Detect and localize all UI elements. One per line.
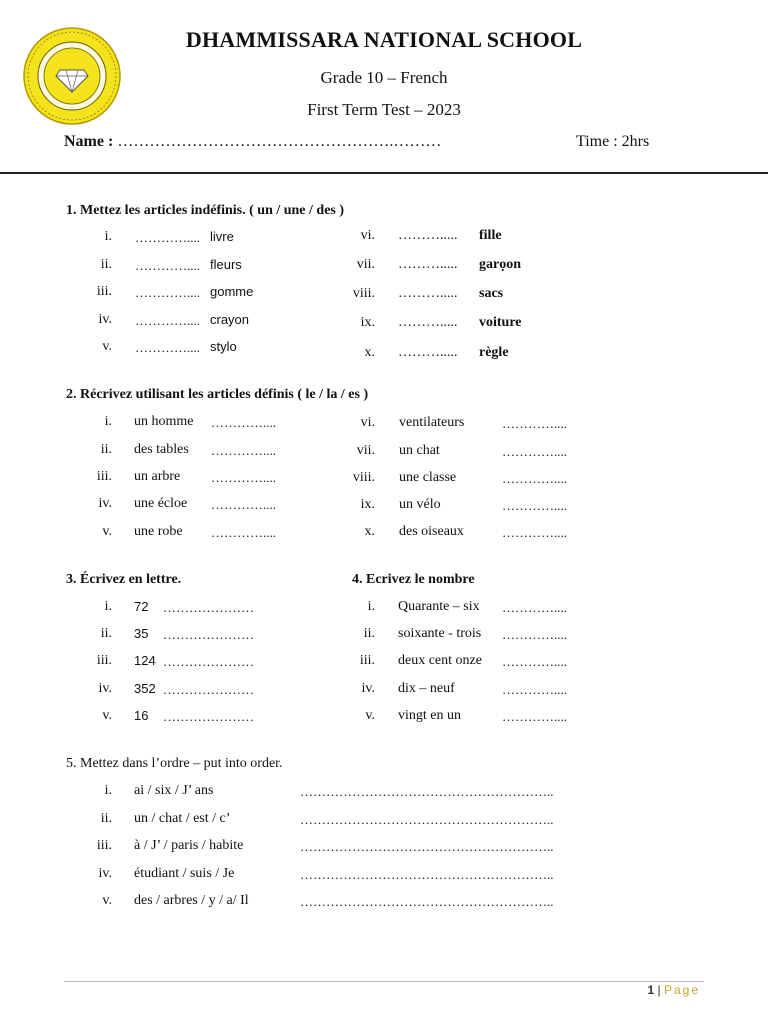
q1-item-number: vi. — [360, 228, 375, 243]
q2-item-number: v. — [102, 524, 112, 539]
q2-word: des oiseaux — [399, 524, 464, 539]
q1-item-number: ii. — [100, 257, 112, 272]
q2-word: une robe — [134, 524, 183, 539]
q1-item-number: ix. — [360, 315, 375, 330]
q1-word: sacs — [479, 286, 504, 301]
q5-words: un / chat / est / c’ — [134, 811, 231, 826]
q5-item-number: ii. — [100, 811, 112, 826]
q3-answer-blank[interactable]: ………………… — [163, 600, 254, 615]
q1-word: crayon — [210, 312, 250, 327]
name-row — [64, 133, 441, 151]
q4-heading: 4. Ecrivez le nombre — [352, 572, 475, 587]
q5-heading-a: 5. Mettez dans l’ordre — [66, 756, 190, 771]
q3-item-number: ii. — [100, 626, 112, 641]
q2-word: un vélo — [399, 497, 441, 512]
q2-answer-blank[interactable]: ………….... — [502, 416, 567, 431]
q2-item-number: i. — [104, 414, 112, 429]
q2-answer-blank[interactable]: ………….... — [502, 525, 567, 540]
q1-word: garọon — [479, 257, 521, 272]
q5-heading-b: – put into order. — [189, 756, 283, 771]
q1-word: règle — [479, 345, 509, 360]
q4-item-number: ii. — [363, 626, 375, 641]
q1-answer-blank[interactable]: ………..... — [398, 286, 458, 301]
q2-item-number: vi. — [360, 415, 375, 430]
q1-item-number: i. — [104, 229, 112, 244]
test-name: First Term Test – 2023 — [307, 100, 461, 119]
q2-item-number: vii. — [356, 443, 375, 458]
q1-item-number: x. — [364, 345, 375, 360]
q2-item-number: ix. — [360, 497, 375, 512]
q4-word: soixante - trois — [398, 626, 482, 641]
q2-answer-blank[interactable]: ………….... — [211, 443, 276, 458]
q1-item-number: iv. — [98, 312, 112, 327]
q4-item-number: v. — [365, 708, 375, 723]
q5-words: des / arbres / y / a/ Il — [134, 893, 249, 908]
q2-word: un arbre — [134, 469, 181, 484]
q1-word: stylo — [210, 339, 237, 354]
q3-answer-blank[interactable]: ………………… — [163, 654, 254, 669]
q3-number-value: 35 — [134, 626, 149, 641]
q4-item-number: iii. — [359, 653, 375, 668]
q3-number-value: 72 — [134, 599, 149, 614]
q5-item-number: v. — [102, 893, 112, 908]
q3-heading: 3. Écrivez en lettre. — [66, 572, 182, 587]
q2-item-number: iv. — [98, 496, 112, 511]
q2-item-number: x. — [364, 524, 375, 539]
q4-word: vingt en un — [398, 708, 461, 723]
q2-item-number: viii. — [352, 470, 375, 485]
time-label: Time : 2hrs — [576, 133, 650, 150]
header-divider — [0, 172, 768, 174]
q1-item-number: iii. — [96, 284, 112, 299]
q5-answer-blank[interactable]: ………………………………………………….. — [300, 867, 554, 882]
q2-answer-blank[interactable]: ………….... — [502, 498, 567, 513]
q1-word: gomme — [210, 284, 254, 299]
q3-number-value: 16 — [134, 708, 149, 723]
q5-answer-blank[interactable]: ………………………………………………….. — [300, 894, 554, 909]
q1-item-number: viii. — [352, 286, 375, 301]
q1-answer-blank[interactable]: ………..... — [398, 228, 458, 243]
q1-answer-blank[interactable]: ………..... — [398, 315, 458, 330]
q4-word: deux cent onze — [398, 653, 482, 668]
q1-answer-blank[interactable]: ………….... — [135, 285, 200, 300]
page-separator: | — [654, 983, 664, 997]
q4-answer-blank[interactable]: ………….... — [502, 682, 567, 697]
q2-answer-blank[interactable]: ………….... — [502, 471, 567, 486]
q5-words: étudiant / suis / Je — [134, 866, 235, 881]
q2-answer-blank[interactable]: ………….... — [502, 444, 567, 459]
q5-item-number: i. — [104, 783, 112, 798]
page-word: Page — [663, 983, 700, 997]
q3-item-number: v. — [102, 708, 112, 723]
q1-answer-blank[interactable]: ………….... — [135, 340, 200, 355]
q1-item-number: vii. — [356, 257, 375, 272]
q3-answer-blank[interactable]: ………………… — [163, 682, 254, 697]
q3-item-number: i. — [104, 599, 112, 614]
q3-item-number: iv. — [98, 681, 112, 696]
q4-word: Quarante – six — [398, 599, 480, 614]
q1-word: fleurs — [210, 257, 242, 272]
grade-subject: Grade 10 – French — [320, 68, 448, 87]
q1-answer-blank[interactable]: ………….... — [135, 230, 200, 245]
q2-answer-blank[interactable]: ………….... — [211, 497, 276, 512]
q5-item-number: iii. — [96, 838, 112, 853]
q4-answer-blank[interactable]: ………….... — [502, 600, 567, 615]
q5-answer-blank[interactable]: ………………………………………………….. — [300, 784, 554, 799]
q2-answer-blank[interactable]: ………….... — [211, 470, 276, 485]
name-label: Name : — [64, 133, 114, 150]
q1-answer-blank[interactable]: ………..... — [398, 345, 458, 360]
school-title: DHAMMISSARA NATIONAL SCHOOL — [185, 27, 583, 52]
footer-divider — [64, 981, 704, 982]
q5-words: à / J’ / paris / habite — [134, 838, 244, 853]
q4-answer-blank[interactable]: ………….... — [502, 654, 567, 669]
q2-word: un chat — [399, 443, 440, 458]
q1-answer-blank[interactable]: ………..... — [398, 257, 458, 272]
q3-number-value: 352 — [134, 681, 156, 696]
page-number: 1 — [647, 983, 655, 997]
q1-word: voiture — [479, 315, 522, 330]
q2-item-number: ii. — [100, 442, 112, 457]
q3-answer-blank[interactable]: ………………… — [163, 627, 254, 642]
q2-answer-blank[interactable]: ………….... — [211, 525, 276, 540]
page-footer — [647, 983, 700, 997]
q3-item-number: iii. — [96, 653, 112, 668]
q5-heading — [66, 756, 283, 772]
q4-word: dix – neuf — [398, 681, 455, 696]
q1-heading: 1. Mettez les articles indéfinis. ( un / une / des ) — [66, 203, 345, 218]
q4-item-number: iv. — [361, 681, 375, 696]
q1-word: livre — [210, 229, 234, 244]
q5-answer-blank[interactable]: ………………………………………………….. — [300, 839, 554, 854]
q3-answer-blank[interactable]: ………………… — [163, 709, 254, 724]
q2-word: un homme — [134, 414, 194, 429]
q5-item-number: iv. — [98, 866, 112, 881]
q4-answer-blank[interactable]: ………….... — [502, 627, 567, 642]
q5-answer-blank[interactable]: ………………………………………………….. — [300, 812, 554, 827]
q3-number-value: 124 — [134, 653, 156, 668]
q2-heading: 2. Récrivez utilisant les articles définis ( le / la / es ) — [66, 387, 369, 402]
q2-word: des tables — [134, 442, 189, 457]
q1-word: fille — [479, 228, 502, 243]
q4-item-number: i. — [367, 599, 375, 614]
q2-word: une classe — [399, 470, 457, 485]
q4-answer-blank[interactable]: ………….... — [502, 709, 567, 724]
q1-answer-blank[interactable]: ………….... — [135, 258, 200, 273]
q2-item-number: iii. — [96, 469, 112, 484]
name-field[interactable]: …………………………………………….……… — [117, 133, 442, 150]
q5-words: ai / six / J’ ans — [134, 783, 214, 798]
q1-item-number: v. — [102, 339, 112, 354]
q2-word: une écloe — [134, 496, 188, 511]
q2-answer-blank[interactable]: ………….... — [211, 415, 276, 430]
q1-answer-blank[interactable]: ………….... — [135, 313, 200, 328]
q2-word: ventilateurs — [399, 415, 465, 430]
